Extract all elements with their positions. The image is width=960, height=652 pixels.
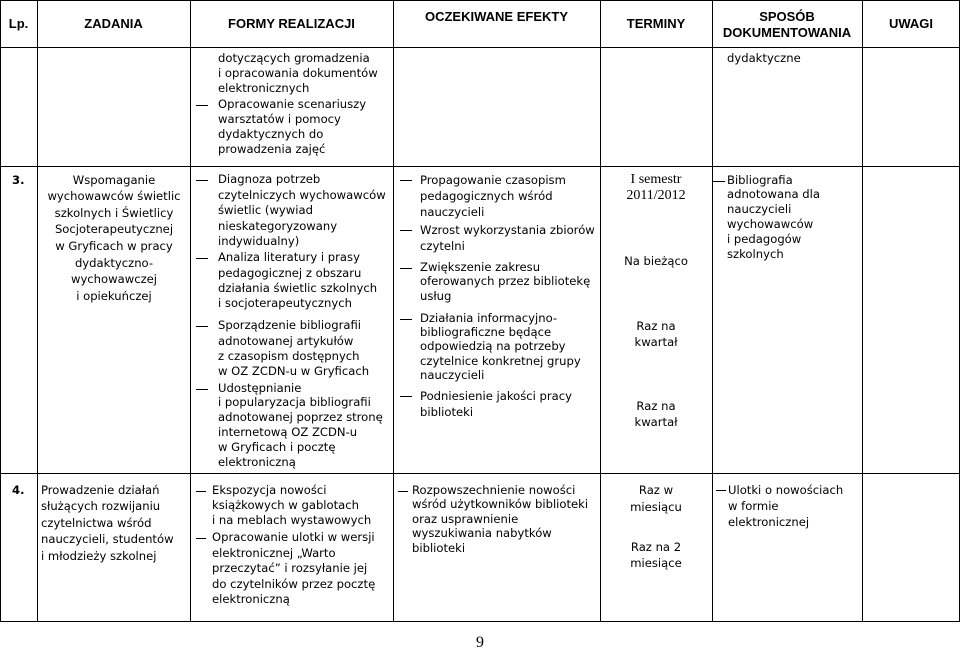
dash-bullet-icon bbox=[716, 490, 726, 491]
page-number: 9 bbox=[476, 634, 484, 651]
column-divider bbox=[862, 0, 863, 622]
implementation-form-continued-text: dotyczących gromadzenia i opracowania dokumentów elektronicznych bbox=[218, 50, 378, 95]
expected-effect-item bbox=[400, 310, 581, 382]
item-text: Diagnoza potrzeb czytelniczych wychowawców świetlic (wywiad nieskategoryzowany indywidualny) bbox=[218, 172, 386, 249]
header-bottom-border bbox=[0, 47, 960, 48]
deadline: Raz na kwartał bbox=[634, 319, 678, 349]
item-text: Zwiększenie zakresu oferowanych przez bibliotekę usług bbox=[420, 259, 591, 303]
item-text: Opracowanie scenariuszy warsztatów i pomocy dydaktycznych do prowadzenia zajęć bbox=[218, 96, 367, 156]
deadline: Raz na kwartał bbox=[634, 399, 678, 429]
column-divider bbox=[190, 0, 191, 622]
item-text: Wzrost wykorzystania zbiorów czytelni bbox=[420, 223, 595, 253]
header-sposob-dokumentowania: SPOSÓB DOKUMENTOWANIA bbox=[722, 9, 852, 40]
implementation-form-item bbox=[196, 380, 383, 469]
column-divider bbox=[712, 0, 713, 622]
row-number: 3. bbox=[12, 173, 25, 187]
dash-bullet-icon bbox=[400, 230, 412, 231]
dash-bullet-icon bbox=[196, 389, 208, 390]
documentation-method-text: dydaktyczne bbox=[727, 50, 801, 65]
header-terminy: TERMINY bbox=[626, 16, 686, 31]
header-zadania: ZADANIA bbox=[84, 16, 143, 31]
documentation-method-item bbox=[716, 482, 844, 529]
dash-bullet-icon bbox=[196, 538, 206, 539]
dash-bullet-icon bbox=[400, 396, 412, 397]
dash-bullet-icon bbox=[196, 326, 208, 327]
implementation-form-item bbox=[196, 250, 378, 311]
item-text: Sporządzenie bibliografii adnotowanej artykułów z czasopism dostępnych w OZ ZCDN-u w Gryficach bbox=[218, 318, 370, 379]
implementation-form-item bbox=[196, 482, 372, 527]
expected-effect-item bbox=[400, 172, 566, 219]
implementation-form-item bbox=[196, 530, 376, 607]
expected-effect-item bbox=[400, 388, 573, 419]
item-text: Działania informacyjno- bibliograficzne będące odpowiedzią na potrzeby czytelnice konkretnej grupy nauczycieli bbox=[420, 310, 581, 382]
header-lp: Lp. bbox=[8, 16, 29, 31]
header-uwagi: UWAGI bbox=[888, 16, 934, 31]
deadline: Raz na 2 miesiące bbox=[630, 540, 682, 570]
item-text: Rozpowszechnienie nowości wśród użytkowników biblioteki oraz usprawnienie wyszukiwania nabytków biblioteki bbox=[412, 482, 589, 556]
dash-bullet-icon bbox=[196, 180, 208, 181]
deadline: Raz w miesiącu bbox=[630, 482, 682, 514]
table-border-top bbox=[0, 0, 960, 1]
column-divider bbox=[600, 0, 601, 622]
row-divider bbox=[0, 473, 960, 474]
documentation-method-item bbox=[713, 172, 820, 261]
item-text: Propagowanie czasopism pedagogicznych wśród nauczycieli bbox=[420, 173, 566, 219]
dash-bullet-icon bbox=[196, 491, 206, 492]
dash-bullet-icon bbox=[196, 105, 208, 106]
column-divider bbox=[0, 0, 1, 622]
expected-effect-item bbox=[400, 222, 595, 253]
item-text: Udostępnianie i popularyzacja bibliografii adnotowanej poprzez stronę internetową OZ ZCDN-u w Gryficach i pocztę elektroniczną bbox=[218, 380, 383, 469]
dash-bullet-icon bbox=[400, 319, 412, 320]
deadline: Na bieżąco bbox=[624, 254, 688, 269]
dash-bullet-icon bbox=[400, 268, 412, 269]
task-description: Prowadzenie działań służących rozwijaniu czytelnictwa wśród nauczycieli, studentów i młodzieży szkolnej bbox=[41, 482, 174, 563]
implementation-form-item bbox=[196, 318, 370, 379]
table-border-bottom bbox=[0, 621, 960, 622]
dash-bullet-icon bbox=[398, 491, 408, 492]
dash-bullet-icon bbox=[196, 258, 208, 259]
task-description: Wspomaganie wychowawców świetlic szkolnych i Świetlicy Socjoterapeutycznej w Gryficach w pracy dydaktyczno- wychowawczej i opiekuńczej bbox=[47, 172, 181, 303]
item-text: Bibliografia adnotowana dla nauczycieli wychowawców i pedagogów szkolnych bbox=[727, 172, 820, 261]
item-text: Podniesienie jakości pracy biblioteki bbox=[420, 389, 573, 419]
row-divider bbox=[0, 166, 960, 167]
dash-bullet-icon bbox=[713, 181, 725, 182]
header-formy-realizacji: FORMY REALIZACJI bbox=[228, 16, 355, 31]
item-text: Opracowanie ulotki w wersji elektronicznej „Warto przeczytać” i rozsyłanie jej do czytelników przez pocztę elektroniczną bbox=[212, 530, 376, 607]
implementation-form-item bbox=[196, 172, 386, 249]
row-number: 4. bbox=[12, 483, 25, 497]
header-oczekiwane-efekty: OCZEKIWANE EFEKTY bbox=[424, 9, 568, 24]
column-divider bbox=[393, 0, 394, 622]
expected-effect-item bbox=[400, 259, 591, 303]
item-text: Ulotki o nowościach w formie elektronicznej bbox=[728, 483, 844, 529]
deadline: I semestr 2011/2012 bbox=[626, 172, 686, 203]
column-divider bbox=[37, 0, 38, 622]
item-text: Analiza literatury i prasy pedagogicznej z obszaru działania świetlic szkolnych i socjoterapeutycznych bbox=[218, 250, 378, 311]
dash-bullet-icon bbox=[400, 180, 412, 181]
item-text: Ekspozycja nowości książkowych w gablotach i na meblach wystawowych bbox=[212, 482, 372, 527]
implementation-form-item bbox=[196, 96, 367, 156]
expected-effect-item bbox=[398, 482, 589, 556]
